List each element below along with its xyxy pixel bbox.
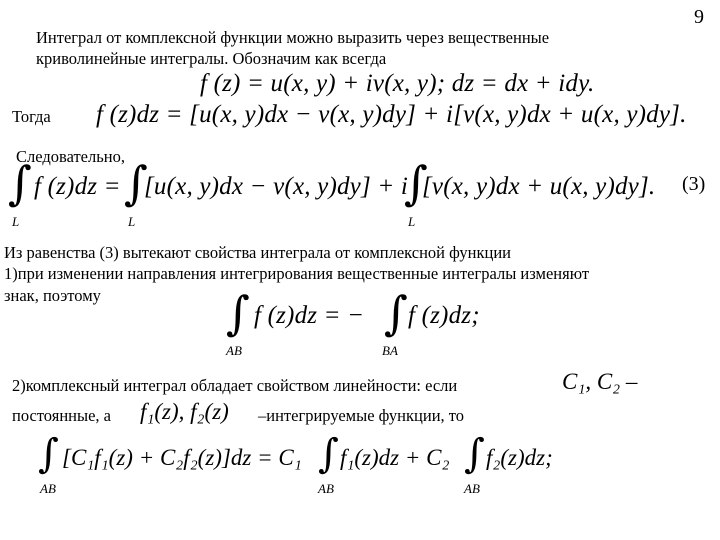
integral-sign: ∫ xyxy=(226,286,250,340)
functions-f1-f2: f₁(z), f₂(z) xyxy=(140,399,229,424)
then-label: Тогда xyxy=(12,107,51,126)
therefore-label: Следовательно, xyxy=(16,147,125,166)
property-2-line-1: 2)комплексный интеграл обладает свойством линейности: если xyxy=(12,376,458,395)
limit-ab: AB xyxy=(318,481,334,496)
equation-number: (3) xyxy=(682,173,706,195)
property-2-line-2b: –интегрируемые функции, то xyxy=(258,406,465,425)
integral-sign: ∫ xyxy=(404,156,428,210)
properties-line-3: знак, поэтому xyxy=(4,286,101,305)
eq3-real-part: [u(x, y)dx − v(x, y)dy] + i xyxy=(144,173,409,200)
integral-limit: L xyxy=(128,214,136,229)
integral-sign: ∫ xyxy=(384,286,408,340)
integral-limit: L xyxy=(408,214,416,229)
eq3-imag-part: [v(x, y)dx + u(x, y)dy]. xyxy=(422,173,656,200)
linearity-term-2: f₂(z)dz; xyxy=(486,445,553,470)
intro-line-2: криволинейные интегралы. Обозначим как всегда xyxy=(36,49,387,68)
definition-formula: f (z) = u(x, y) + iv(x, y); dz = dx + idy. xyxy=(200,70,595,97)
property-2-line-2a: постоянные, а xyxy=(12,406,111,425)
prop1-rhs: f (z)dz; xyxy=(408,302,480,329)
linearity-term-1: f₁(z)dz + C₂ xyxy=(340,445,450,470)
integral-limit: L xyxy=(12,214,20,229)
then-formula: f (z)dz = [u(x, y)dx − v(x, y)dy] + i[v(x, y)dx + u(x, y)dy]. xyxy=(96,101,687,128)
limit-ab: AB xyxy=(464,481,480,496)
integral-sign: ∫ xyxy=(464,431,485,477)
limit-ab: AB xyxy=(40,481,56,496)
integral-sign: ∫ xyxy=(8,156,32,210)
properties-line-2: 1)при изменении направления интегрирования вещественные интегралы изменяют xyxy=(4,264,590,283)
integral-sign: ∫ xyxy=(124,156,148,210)
limit-ba: BA xyxy=(382,343,398,358)
intro-line-1: Интеграл от комплексной функции можно выразить через вещественные xyxy=(36,28,550,47)
page-number: 9 xyxy=(694,6,704,28)
properties-line-1: Из равенства (3) вытекают свойства интеграла от комплексной функции xyxy=(4,243,511,262)
prop1-lhs: f (z)dz = − xyxy=(254,302,365,329)
limit-ab: AB xyxy=(226,343,242,358)
linearity-lhs: [C₁f₁(z) + C₂f₂(z)]dz = C₁ xyxy=(62,445,302,470)
integral-sign: ∫ xyxy=(318,431,339,477)
eq3-lhs: f (z)dz = xyxy=(34,173,121,200)
integral-sign: ∫ xyxy=(38,431,59,477)
constants-c1-c2: C₁, C₂ – xyxy=(562,369,638,394)
